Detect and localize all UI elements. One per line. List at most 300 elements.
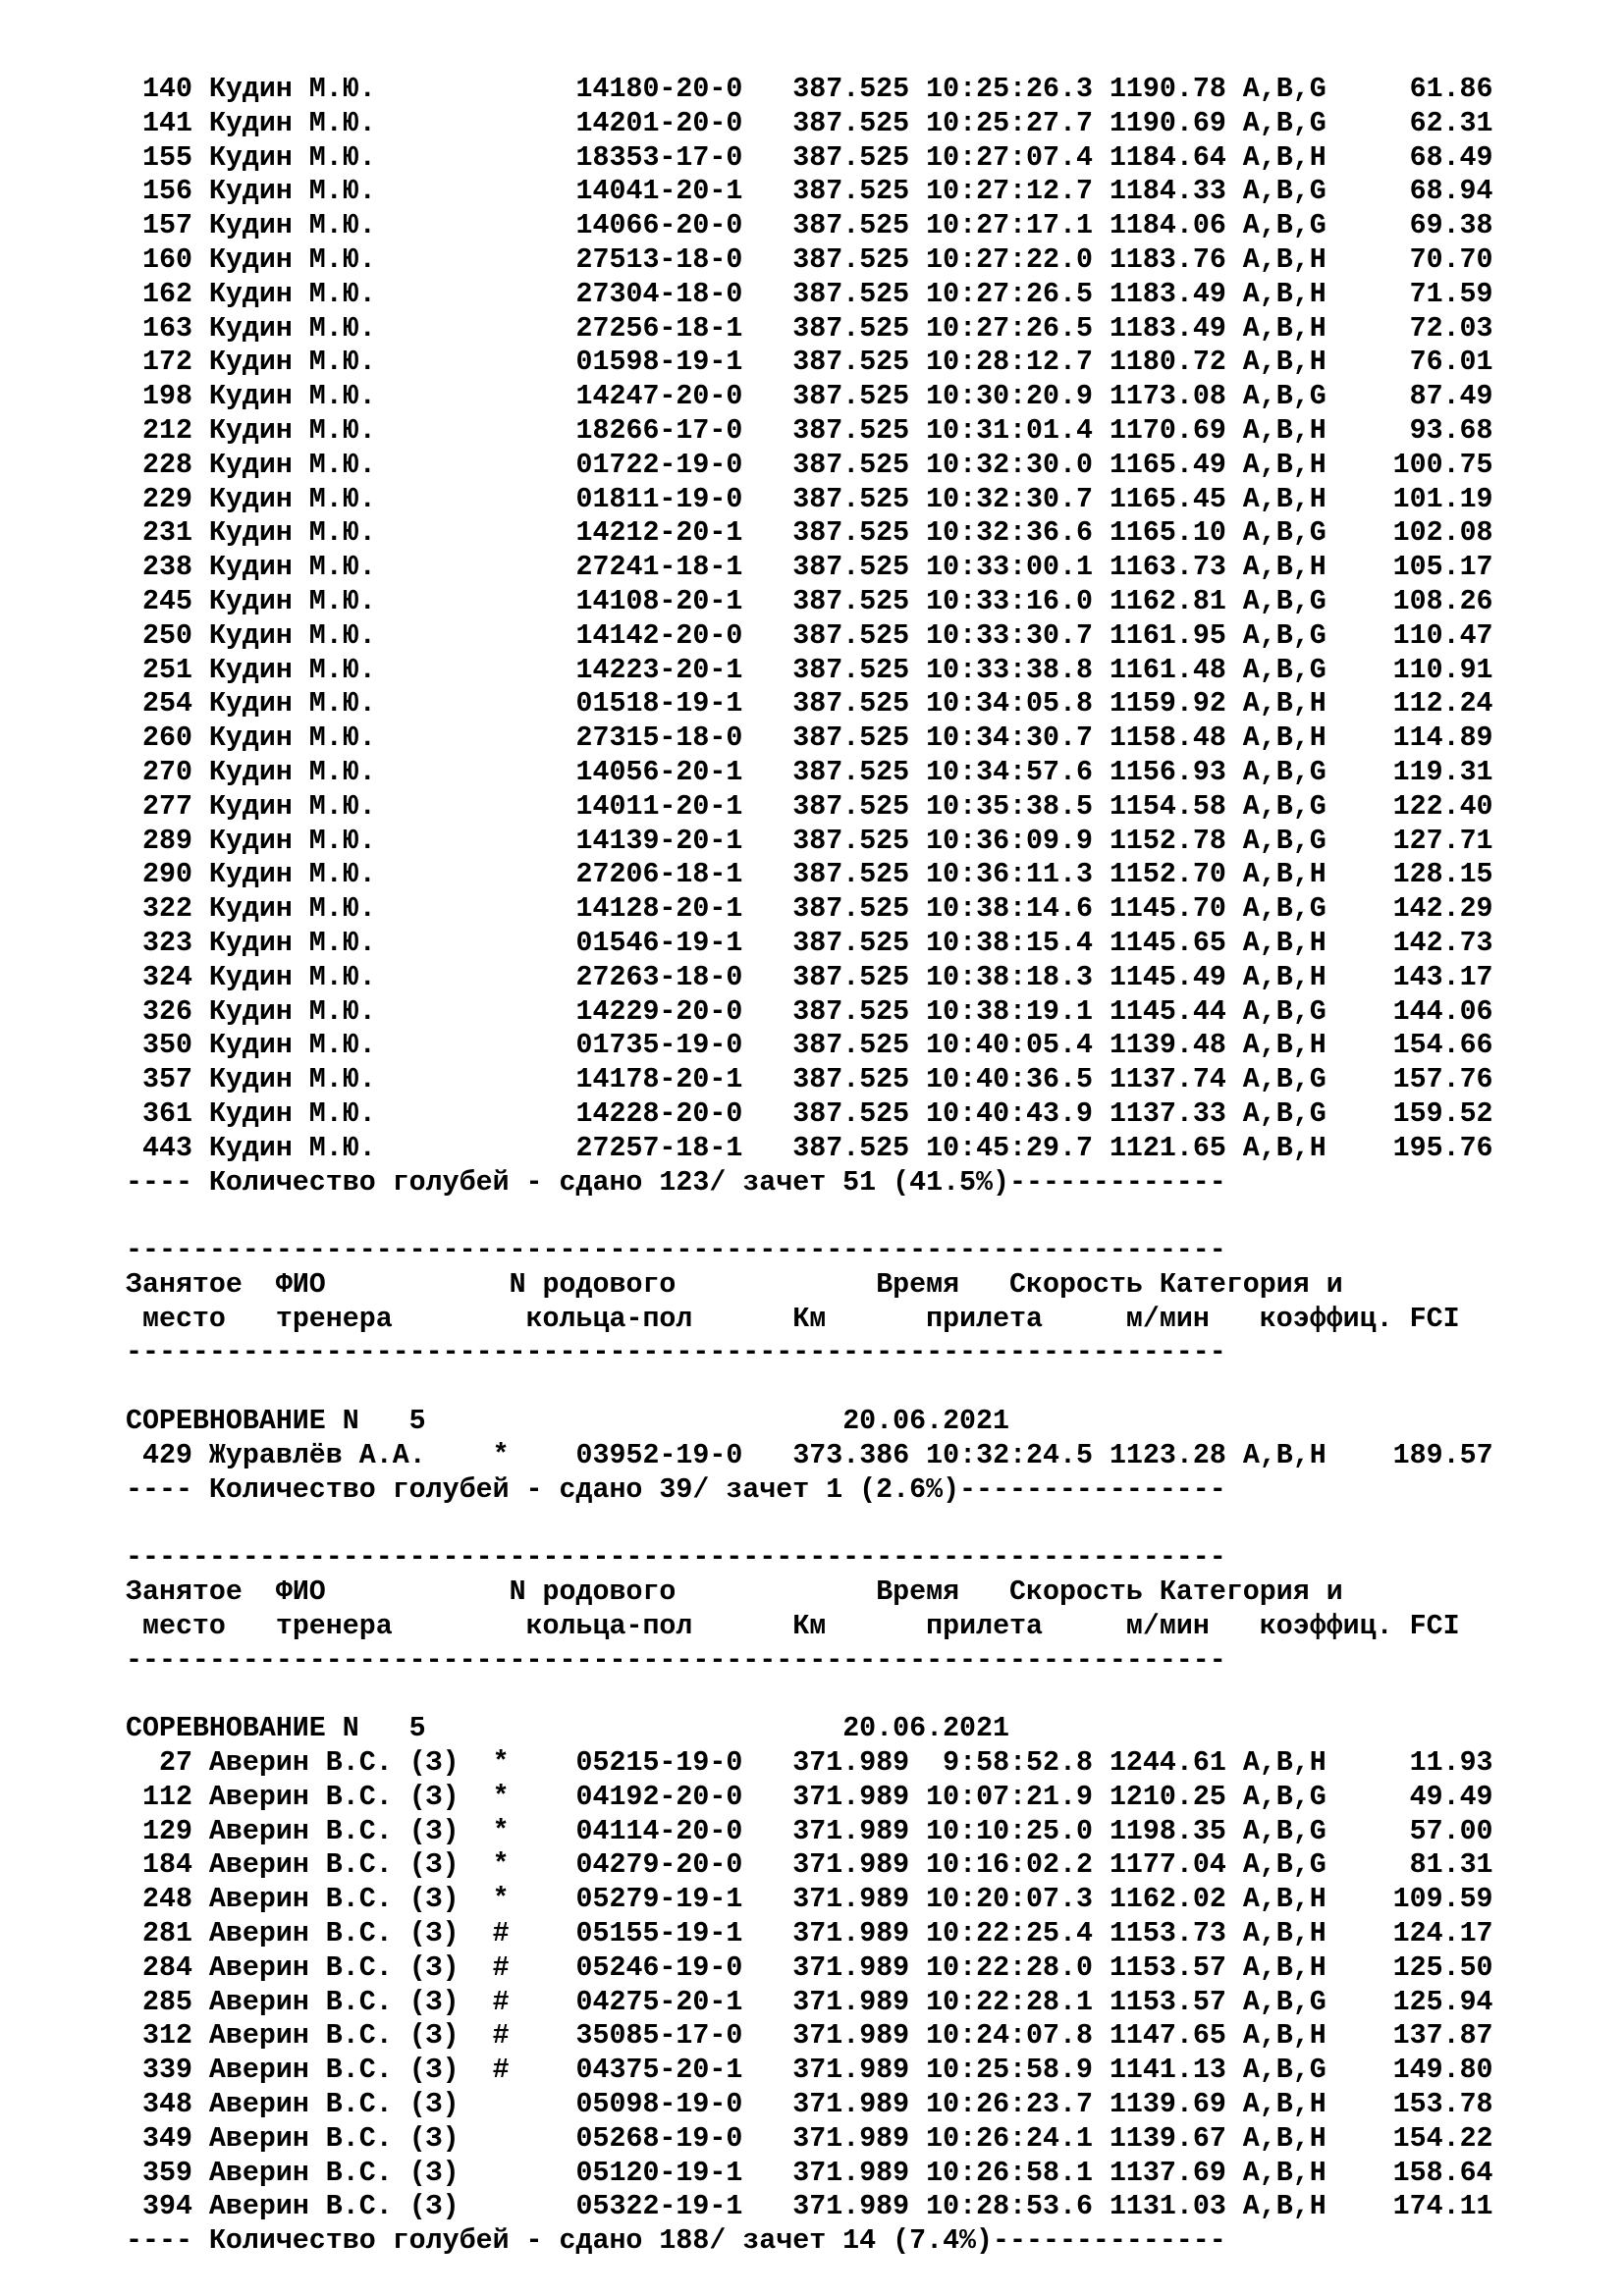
table-row bbox=[126, 654, 1598, 688]
table-row bbox=[126, 1815, 1598, 1849]
spacer bbox=[126, 1200, 1598, 1234]
trainer-cell: Кудин М.Ю. bbox=[208, 1132, 376, 1164]
place-cell: 312 bbox=[141, 2020, 192, 2053]
category-cell: A,B,H bbox=[1242, 1439, 1326, 1471]
category-cell: A,B,H bbox=[1242, 552, 1326, 584]
km-cell: 387.525 bbox=[792, 995, 910, 1028]
header-row bbox=[126, 1610, 1598, 1644]
ring-cell: 14228-20-0 bbox=[575, 1097, 743, 1130]
km-cell: 371.989 bbox=[792, 2020, 910, 2053]
fci-cell: 195.76 bbox=[1392, 1132, 1493, 1164]
trainer-cell: Кудин М.Ю. bbox=[208, 927, 376, 959]
trainer-cell: Кудин М.Ю. bbox=[208, 141, 376, 174]
fci-cell: 102.08 bbox=[1392, 517, 1493, 550]
trainer-cell: Аверин В.С. (З) bbox=[208, 2122, 460, 2155]
time-cell: 10:32:24.5 bbox=[926, 1439, 1093, 1471]
fci-cell: 61.86 bbox=[1409, 74, 1493, 105]
table-row bbox=[126, 2190, 1598, 2224]
fci-cell: 144.06 bbox=[1392, 995, 1493, 1028]
km-cell: 371.989 bbox=[792, 1986, 910, 2018]
speed-cell: 1137.69 bbox=[1109, 2157, 1226, 2189]
fci-cell: 142.73 bbox=[1392, 927, 1493, 959]
col-speed-header: Скорость bbox=[1009, 1268, 1143, 1301]
category-cell: A,B,H bbox=[1242, 2191, 1326, 2223]
place-cell: 112 bbox=[141, 1781, 192, 1813]
summary-text: ---- Количество голубей - сдано 188/ зачет 14 (7.4%) bbox=[126, 2225, 994, 2258]
summary-line: ---- Количество голубей - сдано 39/ зачет 1 (2.6%)---------------- bbox=[126, 1473, 1226, 1506]
place-cell: 359 bbox=[141, 2157, 192, 2189]
header-rule-top: ------------------------------------------------------------------ bbox=[126, 1235, 1226, 1267]
speed-cell: 1184.33 bbox=[1109, 176, 1226, 208]
trainer-cell: Аверин В.С. (З) bbox=[208, 1849, 460, 1882]
trainer-cell: Кудин М.Ю. bbox=[208, 449, 376, 481]
fci-cell: 142.29 bbox=[1392, 893, 1493, 926]
trainer-cell: Кудин М.Ю. bbox=[208, 722, 376, 755]
trainer-cell: Аверин В.С. (З) bbox=[208, 1747, 460, 1780]
table-row bbox=[126, 687, 1598, 721]
ring-cell: 14201-20-0 bbox=[575, 107, 743, 139]
km-cell: 387.525 bbox=[792, 1030, 910, 1062]
trainer-cell: Кудин М.Ю. bbox=[208, 756, 376, 788]
trainer-cell: Кудин М.Ю. bbox=[208, 619, 376, 652]
trainer-cell: Кудин М.Ю. bbox=[208, 74, 376, 105]
speed-cell: 1163.73 bbox=[1109, 552, 1226, 584]
ring-cell: 01546-19-1 bbox=[575, 927, 743, 959]
time-cell: 10:40:36.5 bbox=[926, 1064, 1093, 1096]
fci-cell: 149.80 bbox=[1392, 2055, 1493, 2087]
table-row bbox=[126, 1439, 1598, 1473]
trainer-cell: Кудин М.Ю. bbox=[208, 688, 376, 721]
place-cell: 443 bbox=[141, 1132, 192, 1164]
time-cell: 10:22:28.1 bbox=[926, 1986, 1093, 2018]
km-cell: 387.525 bbox=[792, 243, 910, 276]
category-cell: A,B,G bbox=[1242, 825, 1326, 857]
speed-cell: 1147.65 bbox=[1109, 2020, 1226, 2053]
speed-cell: 1162.02 bbox=[1109, 1884, 1226, 1916]
header-row bbox=[126, 1303, 1598, 1337]
category-cell: A,B,G bbox=[1242, 1986, 1326, 2018]
ring-cell: 04279-20-0 bbox=[575, 1849, 743, 1882]
ring-cell: 05120-19-1 bbox=[575, 2157, 743, 2189]
table-row bbox=[126, 756, 1598, 790]
category-cell: A,B,G bbox=[1242, 893, 1326, 926]
place-cell: 184 bbox=[141, 1849, 192, 1882]
fci-cell: 71.59 bbox=[1409, 278, 1493, 310]
speed-cell: 1159.92 bbox=[1109, 688, 1226, 721]
ring-cell: 27263-18-0 bbox=[575, 961, 743, 993]
table-row bbox=[126, 175, 1598, 209]
time-cell: 10:38:19.1 bbox=[926, 995, 1093, 1028]
trainer-cell: Аверин В.С. (З) bbox=[208, 2089, 460, 2121]
table-row bbox=[126, 1883, 1598, 1917]
col-speed-header: м/мин bbox=[1125, 1303, 1210, 1335]
col-time-header: прилета bbox=[926, 1303, 1044, 1335]
speed-cell: 1190.69 bbox=[1109, 107, 1226, 139]
ring-cell: 14066-20-0 bbox=[575, 210, 743, 242]
col-trainer-header: ФИО bbox=[275, 1576, 326, 1609]
table-row bbox=[126, 449, 1598, 483]
spacer bbox=[126, 1370, 1598, 1405]
place-cell: 250 bbox=[141, 619, 192, 652]
fci-cell: 124.17 bbox=[1392, 1918, 1493, 1950]
trainer-cell: Кудин М.Ю. bbox=[208, 552, 376, 584]
competition-label: СОРЕВНОВАНИЕ N 5 bbox=[126, 1406, 426, 1438]
place-cell: 277 bbox=[141, 790, 192, 823]
category-cell: A,B,H bbox=[1242, 414, 1326, 447]
km-cell: 387.525 bbox=[792, 585, 910, 617]
trainer-cell: Кудин М.Ю. bbox=[208, 517, 376, 550]
ring-cell: 14041-20-1 bbox=[575, 176, 743, 208]
table-row bbox=[126, 721, 1598, 756]
table-row bbox=[126, 858, 1598, 892]
trainer-cell: Кудин М.Ю. bbox=[208, 893, 376, 926]
category-cell: A,B,G bbox=[1242, 756, 1326, 788]
km-cell: 387.525 bbox=[792, 893, 910, 926]
mark-cell: # bbox=[492, 1918, 510, 1950]
fci-cell: 69.38 bbox=[1409, 210, 1493, 242]
fci-cell: 68.49 bbox=[1409, 141, 1493, 174]
summary-text: ---- Количество голубей - сдано 123/ зачет 51 (41.5%) bbox=[126, 1166, 1009, 1199]
category-cell: A,B,H bbox=[1242, 278, 1326, 310]
ring-cell: 18353-17-0 bbox=[575, 141, 743, 174]
fci-cell: 68.94 bbox=[1409, 176, 1493, 208]
fci-cell: 154.66 bbox=[1392, 1030, 1493, 1062]
ring-cell: 05098-19-0 bbox=[575, 2089, 743, 2121]
category-cell: A,B,H bbox=[1242, 722, 1326, 755]
table-row bbox=[126, 1097, 1598, 1132]
place-cell: 162 bbox=[141, 278, 192, 310]
fci-cell: 70.70 bbox=[1409, 243, 1493, 276]
fci-cell: 174.11 bbox=[1392, 2191, 1493, 2223]
speed-cell: 1145.70 bbox=[1109, 893, 1226, 926]
fci-cell: 128.15 bbox=[1392, 859, 1493, 891]
time-cell: 10:26:24.1 bbox=[926, 2122, 1093, 2155]
time-cell: 10:20:07.3 bbox=[926, 1884, 1093, 1916]
category-cell: A,B,H bbox=[1242, 1030, 1326, 1062]
category-cell: A,B,G bbox=[1242, 517, 1326, 550]
place-cell: 212 bbox=[141, 414, 192, 447]
summary-line: ---- Количество голубей - сдано 123/ зачет 51 (41.5%)------------- bbox=[126, 1166, 1226, 1199]
col-trainer-header: тренера bbox=[275, 1610, 393, 1642]
km-cell: 387.525 bbox=[792, 688, 910, 721]
header-row bbox=[126, 1268, 1598, 1303]
km-cell: 387.525 bbox=[792, 517, 910, 550]
speed-cell: 1162.81 bbox=[1109, 585, 1226, 617]
speed-cell: 1123.28 bbox=[1109, 1439, 1226, 1471]
time-cell: 10:27:12.7 bbox=[926, 176, 1093, 208]
col-place-header: Занятое bbox=[126, 1268, 243, 1301]
place-cell: 160 bbox=[141, 243, 192, 276]
place-cell: 350 bbox=[141, 1030, 192, 1062]
speed-cell: 1145.44 bbox=[1109, 995, 1226, 1028]
ring-cell: 14011-20-1 bbox=[575, 790, 743, 823]
km-cell: 371.989 bbox=[792, 2089, 910, 2121]
km-cell: 387.525 bbox=[792, 859, 910, 891]
time-cell: 10:30:20.9 bbox=[926, 381, 1093, 413]
time-cell: 10:40:43.9 bbox=[926, 1097, 1093, 1130]
col-category-header: коэффиц. FCI bbox=[1259, 1610, 1460, 1642]
trainer-cell: Кудин М.Ю. bbox=[208, 585, 376, 617]
place-cell: 228 bbox=[141, 449, 192, 481]
table-row bbox=[126, 961, 1598, 995]
table-row bbox=[126, 995, 1598, 1030]
table-row bbox=[126, 1848, 1598, 1883]
place-cell: 290 bbox=[141, 859, 192, 891]
category-cell: A,B,H bbox=[1242, 2089, 1326, 2121]
mark-cell: * bbox=[492, 1781, 510, 1813]
fci-cell: 127.71 bbox=[1392, 825, 1493, 857]
time-cell: 9:58:52.8 bbox=[943, 1747, 1093, 1780]
place-cell: 172 bbox=[141, 347, 192, 379]
time-cell: 10:07:21.9 bbox=[926, 1781, 1093, 1813]
ring-cell: 05215-19-0 bbox=[575, 1747, 743, 1780]
place-cell: 251 bbox=[141, 654, 192, 686]
place-cell: 270 bbox=[141, 756, 192, 788]
table-row bbox=[126, 107, 1598, 141]
ring-cell: 27206-18-1 bbox=[575, 859, 743, 891]
trainer-cell: Кудин М.Ю. bbox=[208, 790, 376, 823]
ring-cell: 14247-20-0 bbox=[575, 381, 743, 413]
speed-cell: 1121.65 bbox=[1109, 1132, 1226, 1164]
trainer-cell: Кудин М.Ю. bbox=[208, 312, 376, 345]
trainer-cell: Аверин В.С. (З) bbox=[208, 1884, 460, 1916]
fci-cell: 158.64 bbox=[1392, 2157, 1493, 2189]
trainer-cell: Аверин В.С. (З) bbox=[208, 1986, 460, 2018]
summary-line: ---- Количество голубей - сдано 188/ зачет 14 (7.4%)-------------- bbox=[126, 2225, 1226, 2258]
fci-cell: 157.76 bbox=[1392, 1064, 1493, 1096]
fci-cell: 81.31 bbox=[1409, 1849, 1493, 1882]
place-cell: 157 bbox=[141, 210, 192, 242]
competition-line bbox=[126, 1405, 1598, 1439]
speed-cell: 1210.25 bbox=[1109, 1781, 1226, 1813]
km-cell: 371.989 bbox=[792, 1781, 910, 1813]
trainer-cell: Кудин М.Ю. bbox=[208, 654, 376, 686]
ring-cell: 04375-20-1 bbox=[575, 2055, 743, 2087]
place-cell: 129 bbox=[141, 1815, 192, 1847]
time-cell: 10:34:30.7 bbox=[926, 722, 1093, 755]
trainer-cell: Кудин М.Ю. bbox=[208, 243, 376, 276]
place-cell: 156 bbox=[141, 176, 192, 208]
km-cell: 371.989 bbox=[792, 1951, 910, 1984]
category-cell: A,B,G bbox=[1242, 619, 1326, 652]
trainer-cell: Аверин В.С. (З) bbox=[208, 2020, 460, 2053]
speed-cell: 1137.33 bbox=[1109, 1097, 1226, 1130]
trainer-cell: Кудин М.Ю. bbox=[208, 278, 376, 310]
col-km-header: Км bbox=[792, 1610, 827, 1642]
km-cell: 387.525 bbox=[792, 927, 910, 959]
km-cell: 387.525 bbox=[792, 347, 910, 379]
km-cell: 371.989 bbox=[792, 1747, 910, 1780]
header-rule-top: ------------------------------------------------------------------ bbox=[126, 1542, 1226, 1575]
place-cell: 284 bbox=[141, 1951, 192, 1984]
fci-cell: 137.87 bbox=[1392, 2020, 1493, 2053]
table-row bbox=[126, 1029, 1598, 1063]
place-cell: 254 bbox=[141, 688, 192, 721]
ring-cell: 05155-19-1 bbox=[575, 1918, 743, 1950]
km-cell: 371.989 bbox=[792, 1815, 910, 1847]
km-cell: 371.989 bbox=[792, 2122, 910, 2155]
speed-cell: 1156.93 bbox=[1109, 756, 1226, 788]
place-cell: 361 bbox=[141, 1097, 192, 1130]
ring-cell: 14178-20-1 bbox=[575, 1064, 743, 1096]
category-cell: A,B,H bbox=[1242, 859, 1326, 891]
table-row bbox=[126, 243, 1598, 278]
trainer-cell: Аверин В.С. (З) bbox=[208, 1781, 460, 1813]
fci-cell: 154.22 bbox=[1392, 2122, 1493, 2155]
mark-cell: # bbox=[492, 2020, 510, 2053]
speed-cell: 1145.49 bbox=[1109, 961, 1226, 993]
km-cell: 387.525 bbox=[792, 74, 910, 105]
col-category-header: коэффиц. FCI bbox=[1259, 1303, 1460, 1335]
mark-cell: * bbox=[492, 1884, 510, 1916]
speed-cell: 1153.73 bbox=[1109, 1918, 1226, 1950]
place-cell: 339 bbox=[141, 2055, 192, 2087]
km-cell: 387.525 bbox=[792, 552, 910, 584]
trainer-cell: Аверин В.С. (З) bbox=[208, 1815, 460, 1847]
table-row bbox=[126, 278, 1598, 312]
time-cell: 10:27:07.4 bbox=[926, 141, 1093, 174]
time-cell: 10:26:58.1 bbox=[926, 2157, 1093, 2189]
fci-cell: 87.49 bbox=[1409, 381, 1493, 413]
km-cell: 387.525 bbox=[792, 141, 910, 174]
trainer-cell: Аверин В.С. (З) bbox=[208, 2055, 460, 2087]
category-cell: A,B,G bbox=[1242, 654, 1326, 686]
fci-cell: 76.01 bbox=[1409, 347, 1493, 379]
spacer bbox=[126, 1507, 1598, 1541]
category-cell: A,B,H bbox=[1242, 347, 1326, 379]
col-ring-header: кольца-пол bbox=[525, 1303, 693, 1335]
fci-cell: 101.19 bbox=[1392, 483, 1493, 515]
table-row bbox=[126, 1063, 1598, 1097]
fci-cell: 100.75 bbox=[1392, 449, 1493, 481]
col-place-header: место bbox=[141, 1303, 226, 1335]
fci-cell: 109.59 bbox=[1392, 1884, 1493, 1916]
km-cell: 387.525 bbox=[792, 483, 910, 515]
fci-cell: 189.57 bbox=[1392, 1439, 1493, 1471]
table-row bbox=[126, 551, 1598, 585]
ring-cell: 14223-20-1 bbox=[575, 654, 743, 686]
fci-cell: 122.40 bbox=[1392, 790, 1493, 823]
time-cell: 10:24:07.8 bbox=[926, 2020, 1093, 2053]
ring-cell: 27315-18-0 bbox=[575, 722, 743, 755]
speed-cell: 1161.95 bbox=[1109, 619, 1226, 652]
trainer-cell: Кудин М.Ю. bbox=[208, 483, 376, 515]
time-cell: 10:45:29.7 bbox=[926, 1132, 1093, 1164]
header-rule-bottom: ------------------------------------------------------------------ bbox=[126, 1337, 1226, 1369]
km-cell: 387.525 bbox=[792, 756, 910, 788]
place-cell: 238 bbox=[141, 552, 192, 584]
place-cell: 349 bbox=[141, 2122, 192, 2155]
km-cell: 387.525 bbox=[792, 1097, 910, 1130]
category-cell: A,B,H bbox=[1242, 688, 1326, 721]
header-rule-bottom: ------------------------------------------------------------------ bbox=[126, 1644, 1226, 1677]
mark-cell: # bbox=[492, 2055, 510, 2087]
speed-cell: 1190.78 bbox=[1109, 74, 1226, 105]
category-cell: A,B,G bbox=[1242, 176, 1326, 208]
fci-cell: 105.17 bbox=[1392, 552, 1493, 584]
col-trainer-header: ФИО bbox=[275, 1268, 326, 1301]
time-cell: 10:22:28.0 bbox=[926, 1951, 1093, 1984]
place-cell: 289 bbox=[141, 825, 192, 857]
speed-cell: 1165.49 bbox=[1109, 449, 1226, 481]
category-cell: A,B,H bbox=[1242, 1747, 1326, 1780]
ring-cell: 05322-19-1 bbox=[575, 2191, 743, 2223]
time-cell: 10:27:26.5 bbox=[926, 312, 1093, 345]
col-place-header: место bbox=[141, 1610, 226, 1642]
category-cell: A,B,H bbox=[1242, 312, 1326, 345]
col-ring-header: N родового bbox=[509, 1268, 677, 1301]
ring-cell: 14229-20-0 bbox=[575, 995, 743, 1028]
table-row bbox=[126, 141, 1598, 176]
speed-cell: 1145.65 bbox=[1109, 927, 1226, 959]
km-cell: 387.525 bbox=[792, 210, 910, 242]
fci-cell: 153.78 bbox=[1392, 2089, 1493, 2121]
table-row bbox=[126, 2157, 1598, 2191]
speed-cell: 1170.69 bbox=[1109, 414, 1226, 447]
km-cell: 371.989 bbox=[792, 2157, 910, 2189]
speed-cell: 1153.57 bbox=[1109, 1951, 1226, 1984]
category-cell: A,B,H bbox=[1242, 2157, 1326, 2189]
ring-cell: 14056-20-1 bbox=[575, 756, 743, 788]
fci-cell: 125.94 bbox=[1392, 1986, 1493, 2018]
col-speed-header: Скорость bbox=[1009, 1576, 1143, 1609]
fci-cell: 110.91 bbox=[1392, 654, 1493, 686]
speed-cell: 1177.04 bbox=[1109, 1849, 1226, 1882]
table-row bbox=[126, 209, 1598, 243]
ring-cell: 01722-19-0 bbox=[575, 449, 743, 481]
category-cell: A,B,G bbox=[1242, 74, 1326, 105]
ring-cell: 05279-19-1 bbox=[575, 1884, 743, 1916]
speed-cell: 1137.74 bbox=[1109, 1064, 1226, 1096]
ring-cell: 27304-18-0 bbox=[575, 278, 743, 310]
place-cell: 322 bbox=[141, 893, 192, 926]
trainer-cell: Кудин М.Ю. bbox=[208, 1097, 376, 1130]
competition-label: СОРЕВНОВАНИЕ N 5 bbox=[126, 1713, 426, 1745]
category-cell: A,B,H bbox=[1242, 483, 1326, 515]
category-cell: A,B,G bbox=[1242, 1781, 1326, 1813]
km-cell: 387.525 bbox=[792, 1132, 910, 1164]
km-cell: 387.525 bbox=[792, 381, 910, 413]
speed-cell: 1165.10 bbox=[1109, 517, 1226, 550]
col-km-header: Км bbox=[792, 1303, 827, 1335]
trainer-cell: Аверин В.С. (З) bbox=[208, 1951, 460, 1984]
place-cell: 141 bbox=[141, 107, 192, 139]
place-cell: 231 bbox=[141, 517, 192, 550]
table-row bbox=[126, 312, 1598, 347]
time-cell: 10:35:38.5 bbox=[926, 790, 1093, 823]
ring-cell: 01735-19-0 bbox=[575, 1030, 743, 1062]
speed-cell: 1158.48 bbox=[1109, 722, 1226, 755]
table-row bbox=[126, 380, 1598, 414]
speed-cell: 1139.69 bbox=[1109, 2089, 1226, 2121]
ring-cell: 01811-19-0 bbox=[575, 483, 743, 515]
trainer-cell: Кудин М.Ю. bbox=[208, 961, 376, 993]
place-cell: 324 bbox=[141, 961, 192, 993]
category-cell: A,B,G bbox=[1242, 995, 1326, 1028]
time-cell: 10:27:26.5 bbox=[926, 278, 1093, 310]
category-cell: A,B,H bbox=[1242, 2020, 1326, 2053]
ring-cell: 27256-18-1 bbox=[575, 312, 743, 345]
table-row bbox=[126, 2122, 1598, 2157]
ring-cell: 03952-19-0 bbox=[575, 1439, 743, 1471]
time-cell: 10:38:14.6 bbox=[926, 893, 1093, 926]
mark-cell: * bbox=[492, 1747, 510, 1780]
category-cell: A,B,G bbox=[1242, 2055, 1326, 2087]
place-cell: 285 bbox=[141, 1986, 192, 2018]
place-cell: 429 bbox=[141, 1439, 192, 1471]
fci-cell: 57.00 bbox=[1409, 1815, 1493, 1847]
summary-text: ---- Количество голубей - сдано 39/ зачет 1 (2.6%) bbox=[126, 1473, 960, 1506]
